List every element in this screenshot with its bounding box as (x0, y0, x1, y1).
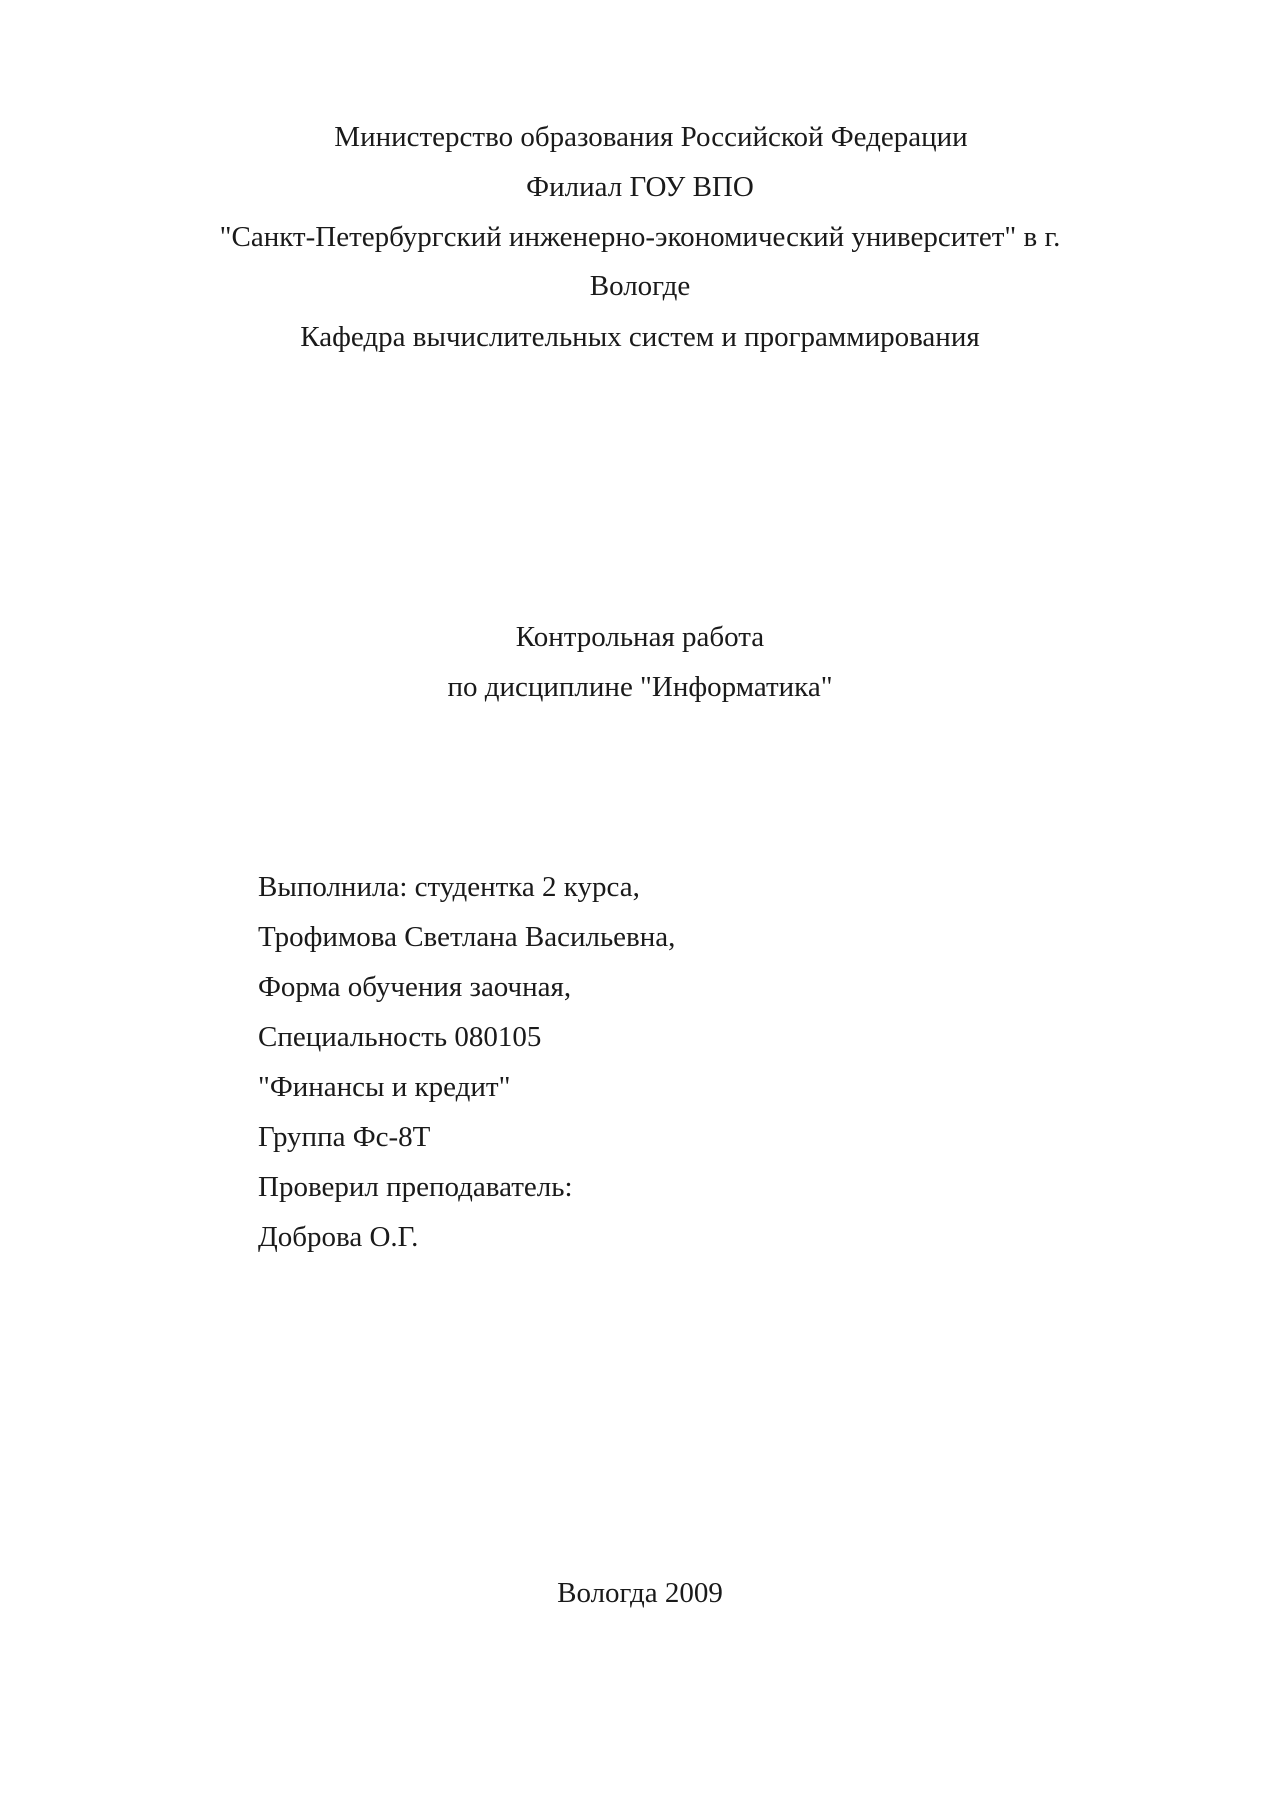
department-line: Кафедра вычислительных систем и программирования (300, 321, 980, 353)
city-line: Вологде (589, 270, 691, 302)
author-line-6: Группа Фс-8Т (258, 1121, 431, 1153)
author-line-8: Доброва О.Г. (258, 1221, 419, 1253)
author-line-2: Трофимова Светлана Васильевна, (258, 921, 676, 953)
work-type-line: Контрольная работа (515, 621, 765, 653)
author-line-4: Специальность 080105 (258, 1021, 542, 1053)
university-line: "Санкт-Петербургский инженерно-экономический университет" в г. (219, 221, 1061, 253)
branch-line: Филиал ГОУ ВПО (526, 171, 754, 203)
discipline-line: по дисциплине "Информатика" (447, 671, 833, 703)
city-year-line: Вологда 2009 (557, 1577, 723, 1609)
author-line-7: Проверил преподаватель: (258, 1171, 573, 1203)
author-line-1: Выполнила: студентка 2 курса, (258, 871, 640, 903)
author-line-3: Форма обучения заочная, (258, 971, 572, 1003)
ministry-line: Министерство образования Российской Федерации (334, 121, 968, 153)
author-line-5: "Финансы и кредит" (258, 1071, 511, 1103)
